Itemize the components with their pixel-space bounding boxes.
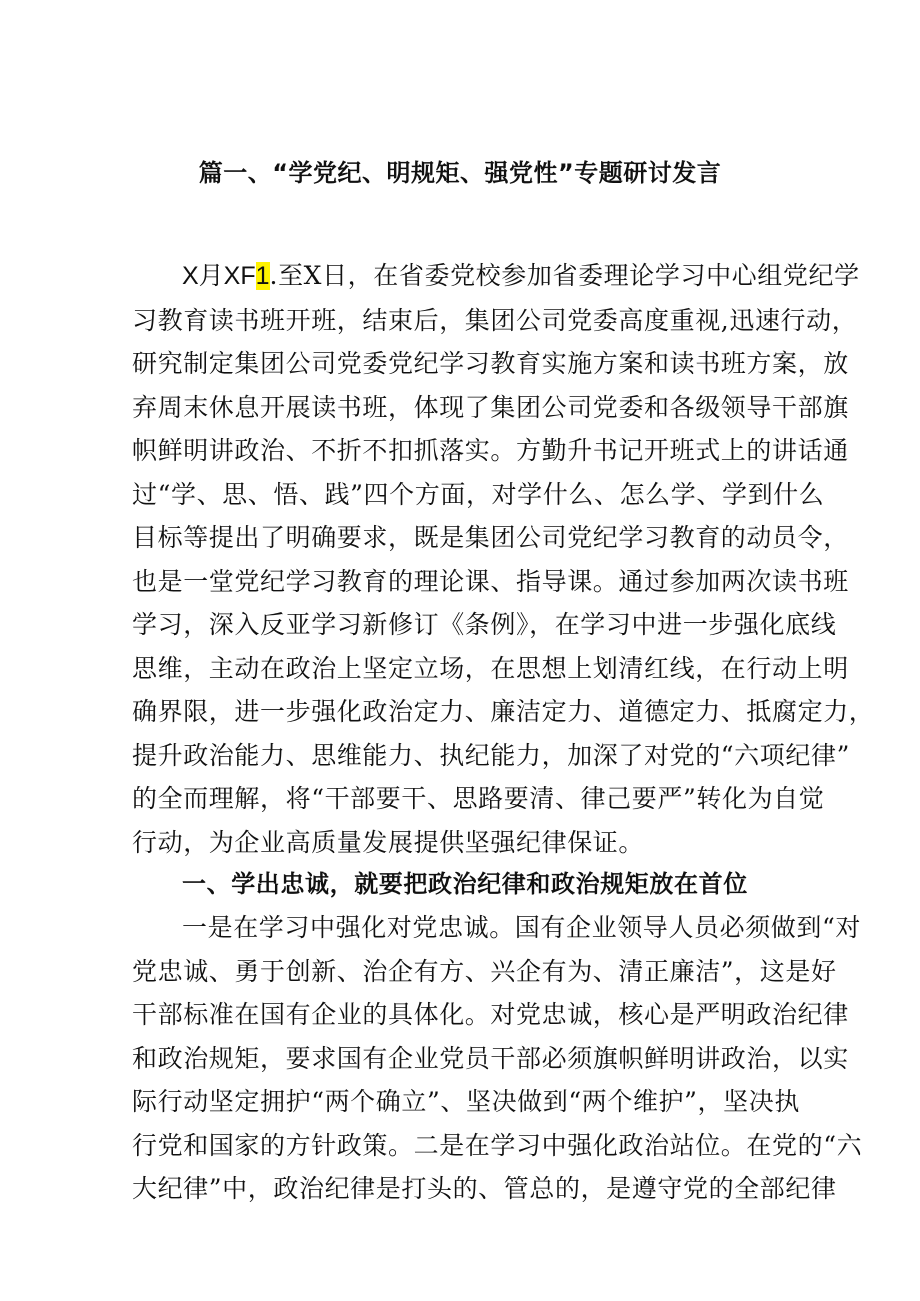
paragraph-line: 帜鲜明讲政治、不折不扣抓落实。方勤升书记开班式上的讲话通 xyxy=(132,436,849,465)
section-heading xyxy=(132,863,792,907)
paragraph-line xyxy=(132,254,860,299)
paragraph-line: 大纪律”中，政治纪律是打头的、管总的，是遵守党的全部纪律 xyxy=(132,1174,837,1203)
date-text-rest: .至X日，在省委党校参加省委理论学习中心组党纪学 xyxy=(269,261,860,290)
paragraph-line: 学习，深入反亚学习新修订《条例》，在学习中进一步强化底线 xyxy=(132,610,837,639)
paragraph-line: 一是在学习中强化对党忠诚。国有企业领导人员必须做到“对 xyxy=(182,913,861,942)
date-text-start: X月XF xyxy=(182,262,256,290)
paragraph-intro xyxy=(132,254,875,864)
paragraph-line: 的全而理解，将“干部要干、思路要清、律己要严”转化为自觉 xyxy=(132,784,825,813)
paragraph-line: 确界限，进一步强化政治定力、廉洁定力、道德定力、抵腐定力， xyxy=(132,697,875,726)
paragraph-line: 际行动坚定拥护“两个确立”、坚决做到“两个维护”，坚决执 xyxy=(132,1087,800,1116)
paragraph-line: 党忠诚、勇于创新、治企有方、兴企有为、清正廉洁”，这是好 xyxy=(132,956,837,986)
highlighted-text: 1 xyxy=(255,262,270,290)
document-title: 篇一、“学党纪、明规矩、强党性”专题研讨发言 xyxy=(198,159,722,187)
paragraph-line: 行党和国家的方针政策。二是在学习中强化政治站位。在党的“六 xyxy=(132,1130,863,1160)
paragraph-line: 行动，为企业高质量发展提供坚强纪律保证。 xyxy=(132,827,645,857)
paragraph-line: 干部标准在国有企业的具体化。对党忠诚，核心是严明政治纪律 xyxy=(132,1000,849,1029)
paragraph-line: 研究制定集团公司党委党纪学习教育实施方案和读书班方案，放 xyxy=(132,349,849,378)
section-heading-text: 一、学出忠诚，就要把政治纪律和政治规矩放在首位 xyxy=(182,870,748,898)
paragraph-line: 也是一堂党纪学习教育的理论课、指导课。通过参加两次读书班 xyxy=(132,566,849,596)
paragraph-line: 目标等提出了明确要求，既是集团公司党纪学习教育的动员令， xyxy=(132,523,849,552)
paragraph-line: 习教育读书班开班，结束后，集团公司党委高度重视,迅速行动， xyxy=(132,305,858,335)
paragraph-section-1 xyxy=(132,906,863,1211)
paragraph-line: 过“学、思、悟、践”四个方面，对学什么、怎么学、学到什么 xyxy=(132,479,825,509)
paragraph-line: 和政治规矩，要求国有企业党员干部必须旗帜鲜明讲政治，以实 xyxy=(132,1043,849,1073)
paragraph-line: 思维，主动在政治上坚定立场，在思想上划清红线，在行动上明 xyxy=(132,653,849,683)
paragraph-line: 弃周末休息开展读书班，体现了集团公司党委和各级领导干部旗 xyxy=(132,392,849,422)
paragraph-line: 提升政治能力、思维能力、执纪能力，加深了对党的“六项纪律” xyxy=(132,740,850,770)
